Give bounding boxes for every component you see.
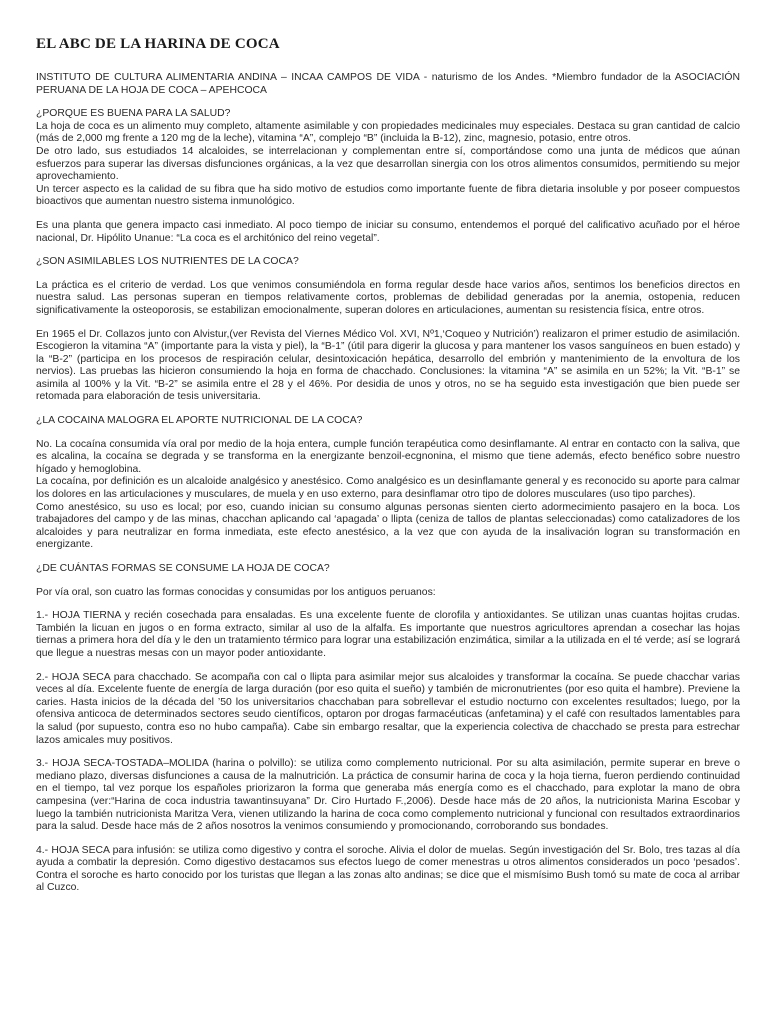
section-heading: ¿LA COCAINA MALOGRA EL APORTE NUTRICIONAL DE LA COCA? xyxy=(36,415,363,427)
body-paragraph: De otro lado, sus estudiados 14 alcaloides, se interrelacionan y complementan entre sí, comportándose como una junta de médicos que aúnan esfuerzos para superar las diversas disfunciones orgánicas, a la vez que desarrollan sinergia con los otros alimentos consumidos, permitiendo su mejor aprovechamiento. xyxy=(36,145,740,183)
body-paragraph: La práctica es el criterio de verdad. Los que venimos consumiéndola en forma regular desde hace varios años, sentimos los beneficios directos en nuestra salud. Las personas superan en tiempos relativamente cortos, problemas de debilidad generadas por la anemia, ostopenia, reducen significativamente la osteoporosis, se estabilizan emocionalmente, superan dolores en articulaciones, aumentan su resistencia física, entre otros. xyxy=(36,279,740,316)
section-heading: ¿SON ASIMILABLES LOS NUTRIENTES DE LA COCA? xyxy=(36,256,299,268)
document-body xyxy=(36,72,740,895)
body-paragraph: 4.- HOJA SECA para infusión: se utiliza como digestivo y contra el soroche. Alivia el dolor de muelas. Según investigación del Sr. Bolo, tres tazas al día ayuda a combatir la depresión. Como digestivo destacamos sus efectos luego de comer menestras u otros alimentos considerados un poco ‘pesados’. Contra el soroche es harto conocido por los turistas que llegan a las zonas alto andinas; se dice que el mismísimo Bush tomó su mate de coca al arribar al Cuzco. xyxy=(36,844,740,894)
body-paragraph: 3.- HOJA SECA-TOSTADA–MOLIDA (harina o polvillo): se utiliza como complemento nutricional. Por su alta asimilación, permite superar en breve o mediano plazo, diversas disfunciones a causa de la malnutrición. La práctica de consumir harina de coca y la hoja tierna, fueron perdiendo continuidad en el tiempo, tal vez porque los españoles priorizaron la forma que generaba más energía como es el chacchado, para explotar la mano de obra campesina (ver:“Harina de coca industria tawantinsuyana” Dr. Ciro Hurtado F.,2006). Desde hace más de 20 años, la nutricionista Marina Escobar y luego la también nutricionista Maritza Vera, vienen utilizando la harina de coca como complemento nutricional y funcional con resultados extraordinarios para la salud. Desde hace más de 2 años nosotros la venimos consumiendo y promocionando, corroborando sus bondades. xyxy=(36,758,740,833)
intro-paragraph: INSTITUTO DE CULTURA ALIMENTARIA ANDINA – INCAA CAMPOS DE VIDA - naturismo de los Andes. *Miembro fundador de la ASOCIACIÓN PERUANA DE LA HOJA DE COCA – APEHCOCA xyxy=(36,72,740,96)
body-paragraph: 2.- HOJA SECA para chacchado. Se acompaña con cal o llipta para asimilar mejor sus alcaloides y transformar la cocaína. Se puede chacchar varias veces al día. Excelente fuente de energía de larga duración (por eso quita el sueño) y también de micronutrientes (por eso quita el hambre). Previene la caries. Hasta inicios de la década del ’50 los universitarios chacchaban para sobrellevar el estudio nocturno con excelentes resultados; luego, por la ofensiva anticoca de determinados sectores seudo científicos, optaron por drogas farmacéuticas (anfetamina) y el café con resultados lamentables para la salud (por supuesto, contra eso no hubo campaña). Cabe sin embargo resaltar, que la experiencia colectiva de chacchado se presta para estrechar lazos amicales muy positivos. xyxy=(36,671,740,746)
body-paragraph: La cocaína, por definición es un alcaloide analgésico y anestésico. Como analgésico es un desinflamante general y es reconocido su aporte para calmar los dolores en las articulaciones y musculares, de muela y en uso externo, para desinflamar otro tipo de dolores musculares (uso tipo parches). xyxy=(36,476,740,501)
body-paragraph: No. La cocaína consumida vía oral por medio de la hoja entera, cumple función terapéutica como desinflamante. Al entrar en contacto con la saliva, que es alcalina, la cocaína se degrada y se transforma en la energizante benzoil-ecgnonina, el mismo que tiene además, efecto benéfico sobre nuestro hígado y hemoglobina. xyxy=(36,438,740,475)
body-paragraph: Como anestésico, su uso es local; por eso, cuando inician su consumo algunas personas sienten cierto adormecimiento pasajero en la boca. Los trabajadores del campo y de las minas, chacchan aplicando cal ‘apagada’ o llipta (ceniza de tallos de plantas seleccionadas) como catalizadores de los alcaloides y para neutralizar en forma inmediata, este efecto anestésico, a la vez que con ayuda de la insalivación logran su transformación en energizante. xyxy=(36,501,740,551)
document-title: EL ABC DE LA HARINA DE COCA xyxy=(36,36,280,52)
body-paragraph: Por vía oral, son cuatro las formas conocidas y consumidas por los antiguos peruanos: xyxy=(36,586,436,598)
body-paragraph: En 1965 el Dr. Collazos junto con Alvistur,(ver Revista del Viernes Médico Vol. XVI, Nº1,‘Coqueo y Nutrición’) realizaron el primer estudio de asimilación. Escogieron la vitamina “A” (importante para la vista y piel), la “B-1” (útil para digerir la glucosa y para mantener los vasos sanguíneos en buen estado) y la “B-2” (participa en los procesos de respiración celular, desintoxicación hepática, desarrollo del embrión y mantenimiento de la envoltura de los nervios). Las pruebas las hicieron consumiendo la hoja en forma de chacchado. Conclusiones: la vitamina “A” se asimila en un 52%; la Vit. “B-1” se asimila al 100% y la Vit. “B-2” se asimila entre el 28 y el 46%. Por desidia de unos y otros, no se ha seguido esta investigación que bien puede ser retomada para elaboración de tesis universitaria. xyxy=(36,328,740,403)
body-paragraph: Un tercer aspecto es la calidad de su fibra que ha sido motivo de estudios como importante fuente de fibra dietaria insoluble y por poseer compuestos bioactivos que aumentan nuestro sistema inmunológico. xyxy=(36,183,740,208)
body-paragraph: 1.- HOJA TIERNA y recién cosechada para ensaladas. Es una excelente fuente de clorofila y antioxidantes. Se utilizan unas cuantas hojitas crudas. También la licuan en jugos o en forma extracto, similar al uso de la alfalfa. Es importante que nuestros agricultores aprendan a cosechar las hojas tiernas a primera hora del día y le den un tratamiento térmico para lograr una estabilización enzimática, similar a la utilizada en el té verde; así se logrará que llegue a nuestras mesas con un mayor poder antioxidante. xyxy=(36,610,740,659)
body-paragraph: Es una planta que genera impacto casi inmediato. Al poco tiempo de iniciar su consumo, entendemos el porqué del calificativo acuñado por el héroe nacional, Dr. Hipólito Unanue: “La coca es el architónico del reino vegetal”. xyxy=(36,219,740,244)
body-paragraph: La hoja de coca es un alimento muy completo, altamente asimilable y con propiedades medicinales muy especiales. Destaca su gran cantidad de calcio (más de 2,000 mg frente a 120 mg de la leche), vitamina “A”, complejo “B” (incluida la B-12), zinc, magnesio, potasio, entre otros. xyxy=(36,120,740,145)
section-heading: ¿PORQUE ES BUENA PARA LA SALUD? xyxy=(36,108,231,120)
section-heading: ¿DE CUÁNTAS FORMAS SE CONSUME LA HOJA DE COCA? xyxy=(36,563,330,574)
